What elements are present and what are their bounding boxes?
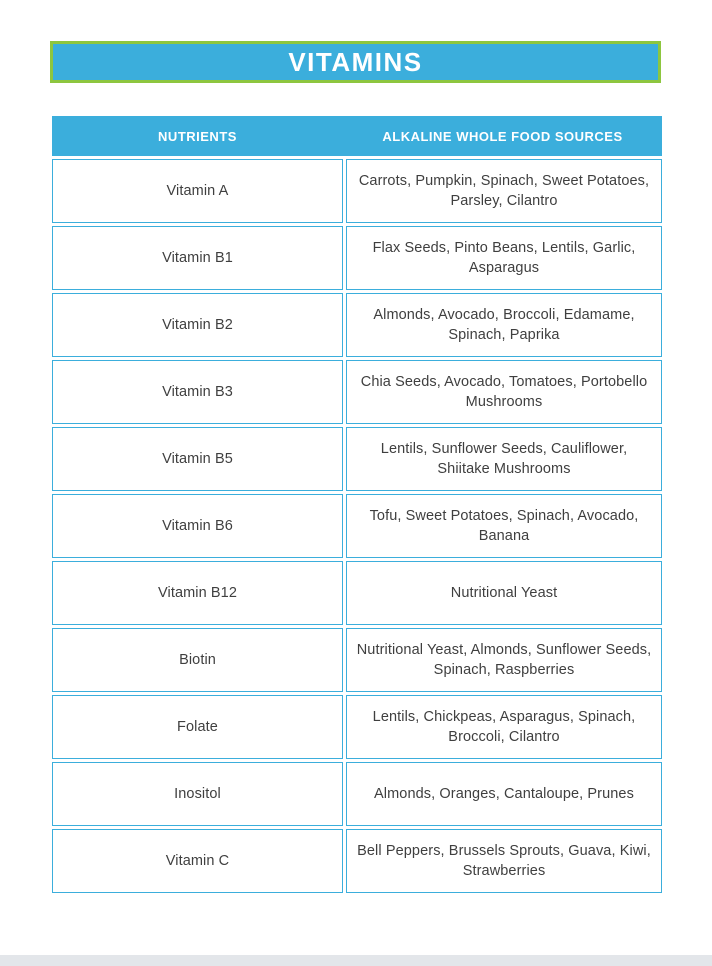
nutrient-name: Vitamin B5: [162, 451, 233, 467]
sources-text: Bell Peppers, Brussels Sprouts, Guava, Kiwi, Strawberries: [357, 843, 651, 879]
nutrient-cell: [52, 293, 343, 357]
sources-cell: [346, 695, 662, 759]
nutrient-name: Biotin: [179, 652, 216, 668]
nutrient-name: Vitamin B1: [162, 250, 233, 266]
sources-text: Carrots, Pumpkin, Spinach, Sweet Potatoes, Parsley, Cilantro: [358, 173, 650, 209]
table-row: [52, 762, 662, 826]
nutrient-name: Vitamin C: [165, 853, 230, 869]
column-header-nutrients: NUTRIENTS: [158, 128, 237, 144]
sources-text: Tofu, Sweet Potatoes, Spinach, Avocado, Banana: [369, 508, 639, 544]
table-row: [52, 159, 662, 223]
sources-cell: [346, 427, 662, 491]
sources-text: Lentils, Sunflower Seeds, Cauliflower, Shiitake Mushrooms: [380, 441, 628, 477]
nutrient-name: Vitamin B3: [162, 384, 233, 400]
sources-cell: [346, 494, 662, 558]
table-row: [52, 226, 662, 290]
nutrient-cell: [52, 360, 343, 424]
table-row: [52, 628, 662, 692]
nutrient-cell: [52, 494, 343, 558]
nutrient-name: Vitamin B12: [157, 585, 238, 601]
page-title: VITAMINS: [288, 46, 423, 77]
sources-cell: [346, 762, 662, 826]
sources-text: Nutritional Yeast: [450, 585, 558, 601]
nutrient-cell: [52, 762, 343, 826]
table-row: [52, 561, 662, 625]
table-row: [52, 293, 662, 357]
sources-cell: [346, 561, 662, 625]
sources-cell: [346, 159, 662, 223]
sources-cell: [346, 829, 662, 893]
nutrient-cell: [52, 427, 343, 491]
nutrient-cell: [52, 159, 343, 223]
table-row: [52, 360, 662, 424]
nutrient-cell: [52, 226, 343, 290]
table-header-row: [52, 116, 662, 156]
nutrient-name: Vitamin B6: [162, 518, 233, 534]
table-row: [52, 829, 662, 893]
nutrient-name: Inositol: [174, 786, 221, 802]
sources-text: Chia Seeds, Avocado, Tomatoes, Portobello Mushrooms: [360, 374, 648, 410]
nutrient-cell: [52, 561, 343, 625]
nutrient-cell: [52, 829, 343, 893]
table-row: [52, 494, 662, 558]
sources-cell: [346, 226, 662, 290]
table-row: [52, 427, 662, 491]
sources-cell: [346, 628, 662, 692]
vitamins-table: [52, 116, 662, 893]
sources-text: Flax Seeds, Pinto Beans, Lentils, Garlic, Asparagus: [372, 240, 636, 276]
title-banner: [50, 41, 661, 83]
sources-text: Almonds, Avocado, Broccoli, Edamame, Spinach, Paprika: [373, 307, 635, 343]
sources-text: Almonds, Oranges, Cantaloupe, Prunes: [374, 786, 634, 802]
nutrient-cell: [52, 628, 343, 692]
sources-text: Nutritional Yeast, Almonds, Sunflower Seeds, Spinach, Raspberries: [356, 642, 652, 678]
sources-cell: [346, 360, 662, 424]
nutrient-name: Vitamin B2: [162, 317, 233, 333]
column-header-sources: ALKALINE WHOLE FOOD SOURCES: [382, 128, 623, 144]
nutrient-name: Vitamin A: [166, 183, 229, 199]
sources-cell: [346, 293, 662, 357]
nutrient-name: Folate: [177, 719, 218, 735]
table-row: [52, 695, 662, 759]
table-body: [52, 159, 662, 893]
nutrient-cell: [52, 695, 343, 759]
sources-text: Lentils, Chickpeas, Asparagus, Spinach, Broccoli, Cilantro: [372, 709, 636, 745]
page-gap-strip: [0, 955, 712, 966]
